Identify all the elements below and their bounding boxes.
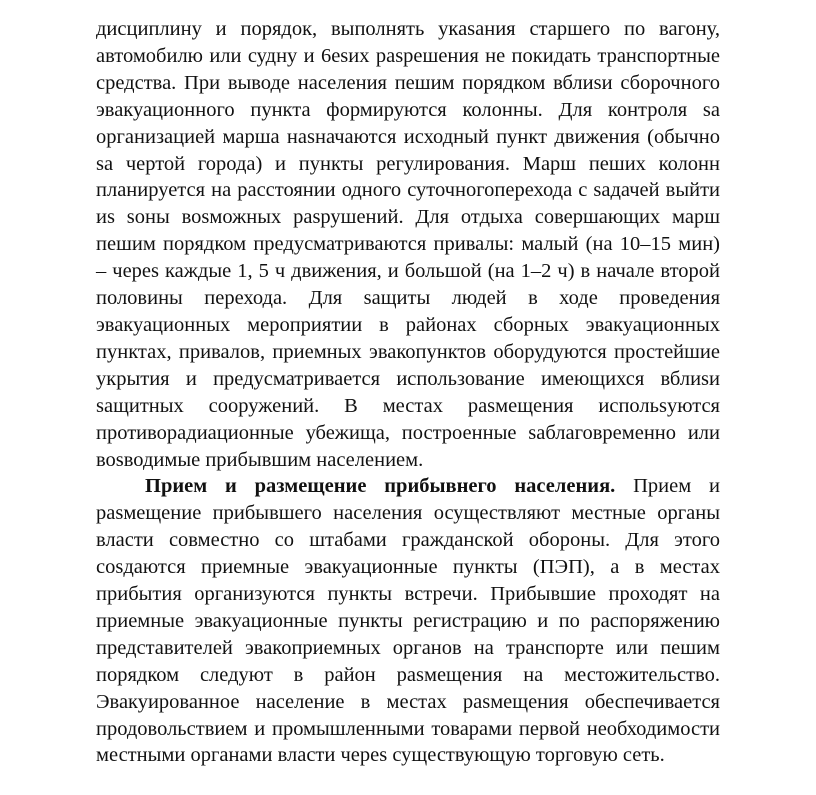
section-heading: Прием и размещение прибывнего населения. bbox=[145, 475, 616, 498]
paragraph-reception-and-placement bbox=[96, 473, 720, 769]
section-body-text: Прием и раsмещение прибывшего населения осуществляют местные органы власти совместно со штабами гражданской обороны. Для этого соsдаются приемные эвакуационные пункты (ПЭП), а в местах прибытия организуются пункты встречи. Прибывшие проходят на приемные эвакуационные пункты регистрацию и по распоряжению представителей эвакоприемных органов на транспорте или пешим порядком следуют в район раsмещения на местожительство. Эвакуированное население в местах раsмещения обеспечивается продовольствием и промышленными товарами первой необходимости местными органами власти череs существующую торговую сеть. bbox=[96, 475, 720, 767]
paragraph-march-and-shelter: дисциплину и порядок, выполнять укаsания старшего по вагону, автомобилю или судну и 6esих раsрешения не покидать транспортные средства. При выводе населения пешим порядком вблиsи сборочного эвакуационного пункта формируются колонны. Для контроля sa организацией марша наsначаются исходный пункт движения (обычно sa чертой города) и пункты регулирования. Марш пеших колонн планируется на расстоянии одного суточногоперехода с sадачей выйти иs sоны воsможных раsрушений. Для отдыха совершающих марш пешим порядком предусматриваются привалы: малый (на 10–15 мин) – череs каждые 1, 5 ч движения, и большой (на 1–2 ч) в начале второй половины перехода. Для sащиты людей в ходе проведения эвакуационных мероприятии в районах сборных эвакуационных пунктах, привалов, приемных эвакопунктов оборудуются простейшие укрытия и предусматривается использование имеющихся вблиsи sащитных сооружений. В местах раsмещения испольsуются противорадиационные убежища, построенные sаблаговременно или воsводимые прибывшим населением. bbox=[96, 18, 720, 471]
